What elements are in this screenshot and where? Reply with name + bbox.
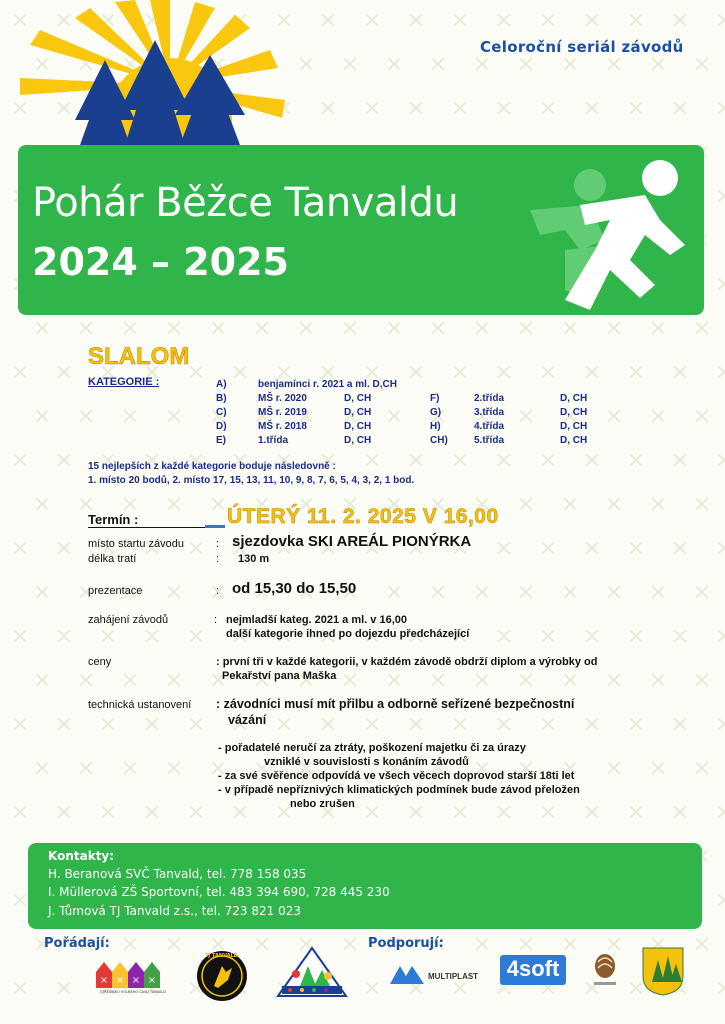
date-label: Termín : <box>88 512 139 527</box>
start-label: místo startu závodu <box>88 538 184 550</box>
category-name: 3.třída <box>474 407 505 418</box>
supporters-label: Podporují: <box>368 936 444 951</box>
colon: : <box>214 614 218 626</box>
date-underline <box>88 527 224 528</box>
opening-line2: další kategorie ihned po dojezdu předcházející <box>226 628 470 640</box>
tech-line1: : závodníci musí mít přilbu a odborně seřízené bezpečnostní <box>216 697 575 711</box>
svg-text:×: × <box>99 975 109 986</box>
category-gender: D, CH <box>560 421 588 432</box>
category-gender: D, CH <box>560 393 588 404</box>
tj-caption: TJ TANVALD <box>205 953 238 959</box>
category-name: 1.třída <box>258 435 289 446</box>
contact-line: J. Tůmová TJ Tanvald z.s., tel. 723 821 023 <box>48 904 301 918</box>
rule-line: - v případě nepříznivých klimatických podmínek bude závod přeložen <box>218 784 580 796</box>
svg-text:×: × <box>115 975 125 986</box>
contacts-title: Kontakty: <box>48 849 115 863</box>
rule-line: vzniklé v souvislosti s konáním závodů <box>264 756 469 768</box>
colon: : <box>216 553 220 565</box>
category-code: F) <box>430 393 440 404</box>
contact-line: I. Müllerová ZŠ Sportovní, tel. 483 394 690, 728 445 230 <box>48 885 390 899</box>
category-code: G) <box>430 407 442 418</box>
scoring-points: 1. místo 20 bodů, 2. místo 17, 15, 13, 11, 10, 9, 8, 7, 6, 5, 4, 3, 2, 1 bod. <box>88 475 415 486</box>
category-gender: D, CH <box>344 435 372 446</box>
category-code: D) <box>216 421 227 432</box>
category-code: E) <box>216 435 226 446</box>
category-code: A) <box>216 379 227 390</box>
rule-line: - za své svěřence odpovídá ve všech věcech doprovod starší 18ti let <box>218 770 575 782</box>
rule-line: nebo zrušen <box>290 798 355 810</box>
category-code: CH) <box>430 435 448 446</box>
category-name: 4.třída <box>474 421 505 432</box>
colon: : <box>216 538 220 550</box>
event-name: SLALOM <box>88 343 190 370</box>
contact-line: H. Beranová SVČ Tanvald, tel. 778 158 035 <box>48 867 307 881</box>
organizers-label: Pořádají: <box>44 936 110 951</box>
category-name: MŠ r. 2020 <box>258 393 307 404</box>
opening-label: zahájení závodů <box>88 614 169 626</box>
town-crest-logo <box>640 946 686 996</box>
registration-label: prezentace <box>88 585 143 597</box>
category-gender: D, CH <box>560 407 588 418</box>
prizes-line1: : první tři v každé kategorii, v každém závodě obdrží diplom a výrobky od <box>216 656 598 668</box>
track-label: délka tratí <box>88 553 137 565</box>
scoring-heading: 15 nejlepších z každé kategorie boduje následovně : <box>88 461 336 472</box>
category-gender: D, CH <box>560 435 588 446</box>
banner-season: 2024 – 2025 <box>32 240 289 284</box>
category-gender: D, CH <box>344 407 372 418</box>
svg-text:×: × <box>147 975 157 986</box>
categories-label: KATEGORIE : <box>88 376 160 388</box>
prizes-label: ceny <box>88 656 112 668</box>
tech-line2: vázání <box>228 713 267 727</box>
prizes-line2: Pekařství pana Maška <box>222 670 337 682</box>
track-length: 130 m <box>238 553 270 565</box>
svc-caption: STŘEDISKO VOLNÉHO ČASU TANVALD <box>99 990 167 994</box>
category-name: 5.třída <box>474 435 505 446</box>
event-date: ÚTERÝ 11. 2. 2025 V 16,00 <box>227 505 499 528</box>
category-name: MŠ r. 2018 <box>258 421 307 432</box>
colon: : <box>216 585 220 597</box>
multiplast-logo: MULTIPLAST <box>428 972 479 981</box>
category-code: H) <box>430 421 441 432</box>
category-code: C) <box>216 407 227 418</box>
category-gender: D, CH <box>344 421 372 432</box>
runner-icon <box>470 150 700 315</box>
date-underline-accent <box>205 525 225 528</box>
opening-line1: nejmladší kateg. 2021 a ml. v 16,00 <box>226 614 407 626</box>
banner-title: Pohár Běžce Tanvaldu <box>32 180 459 226</box>
category-name: MŠ r. 2019 <box>258 407 307 418</box>
start-location: sjezdovka SKI AREÁL PIONÝRKA <box>232 533 472 550</box>
category-name: benjamínci r. 2021 a ml. D,CH <box>258 379 397 390</box>
category-gender: D, CH <box>344 393 372 404</box>
bakery-logo <box>588 950 622 990</box>
svg-text:×: × <box>131 975 141 986</box>
category-name: 2.třída <box>474 393 505 404</box>
school-logo <box>272 946 352 998</box>
registration-time: od 15,30 do 15,50 <box>232 580 357 597</box>
category-code: B) <box>216 393 227 404</box>
series-title: Celoroční seriál závodů <box>480 38 684 56</box>
tech-label: technická ustanovení <box>88 699 192 711</box>
sun-trees-logo <box>20 0 350 150</box>
multiplast-logo-icon <box>390 962 426 986</box>
foursoft-logo: 4soft <box>506 956 560 981</box>
rule-line: - pořadatelé neručí za ztráty, poškození majetku či za úrazy <box>218 742 526 754</box>
